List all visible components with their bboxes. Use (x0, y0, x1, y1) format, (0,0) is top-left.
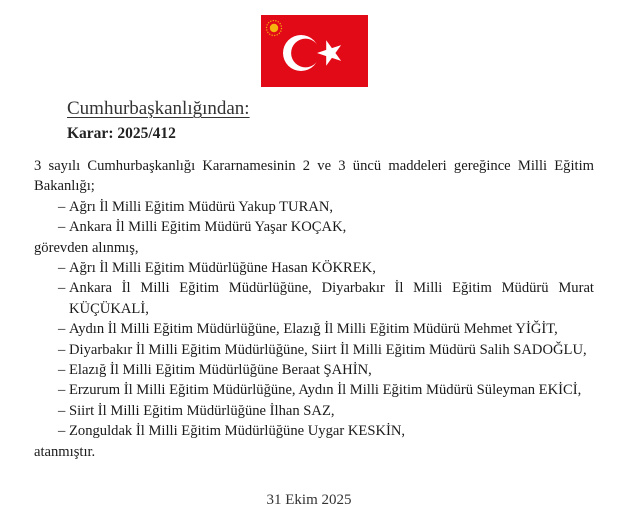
dash-bullet: – (58, 341, 66, 358)
dash-bullet: – (58, 402, 66, 419)
dash-bullet: – (58, 198, 66, 215)
dismissed-list (34, 197, 594, 238)
list-item: – Aydın İl Milli Eğitim Müdürlüğüne, Elazığ İl Milli Eğitim Müdürü Mehmet YİĞİT, (34, 319, 594, 339)
dash-bullet: – (58, 219, 66, 236)
decree-date: 31 Ekim 2025 (266, 492, 352, 508)
list-item: – Siirt İl Milli Eğitim Müdürlüğüne İlhan SAZ, (34, 401, 594, 421)
list-item: – Ağrı İl Milli Eğitim Müdürü Yakup TURAN, (34, 197, 594, 217)
dash-bullet: – (58, 362, 66, 379)
list-item: – Diyarbakır İl Milli Eğitim Müdürlüğüne, Siirt İl Milli Eğitim Müdürü Salih SADOĞLU, (34, 340, 594, 360)
dash-bullet: – (58, 423, 66, 440)
turkish-flag-emblem (261, 15, 368, 87)
list-item: – Ankara İl Milli Eğitim Müdürü Yaşar KOÇAK, (34, 217, 594, 237)
list-item: – Zonguldak İl Milli Eğitim Müdürlüğüne Uygar KESKİN, (34, 421, 594, 441)
dash-bullet: – (58, 260, 66, 277)
decree-body (34, 156, 594, 462)
appointed-closing: atanmıştır. (34, 443, 96, 460)
decision-number: Karar: 2025/412 (67, 125, 176, 142)
appointed-list (34, 258, 594, 442)
dash-bullet: – (58, 280, 66, 297)
issuer-heading: Cumhurbaşkanlığından: (67, 98, 250, 119)
list-item: – Elazığ İl Milli Eğitim Müdürlüğüne Beraat ŞAHİN, (34, 360, 594, 380)
preamble-paragraph: 3 sayılı Cumhurbaşkanlığı Kararnamesinin 2 ve 3 üncü maddeleri gereğince Milli Eğitim Bakanlığı; (34, 158, 594, 195)
flag-icon (261, 15, 368, 87)
dash-bullet: – (58, 321, 66, 338)
dismissed-closing: görevden alınmış, (34, 239, 139, 256)
list-item: – Ağrı İl Milli Eğitim Müdürlüğüne Hasan KÖKREK, (34, 258, 594, 278)
list-item: – Ankara İl Milli Eğitim Müdürlüğüne, Diyarbakır İl Milli Eğitim Müdürü Murat KÜÇÜKALİ, (58, 280, 594, 317)
dash-bullet: – (58, 382, 66, 399)
list-item: – Erzurum İl Milli Eğitim Müdürlüğüne, Aydın İl Milli Eğitim Müdürü Süleyman EKİCİ, (34, 380, 594, 400)
